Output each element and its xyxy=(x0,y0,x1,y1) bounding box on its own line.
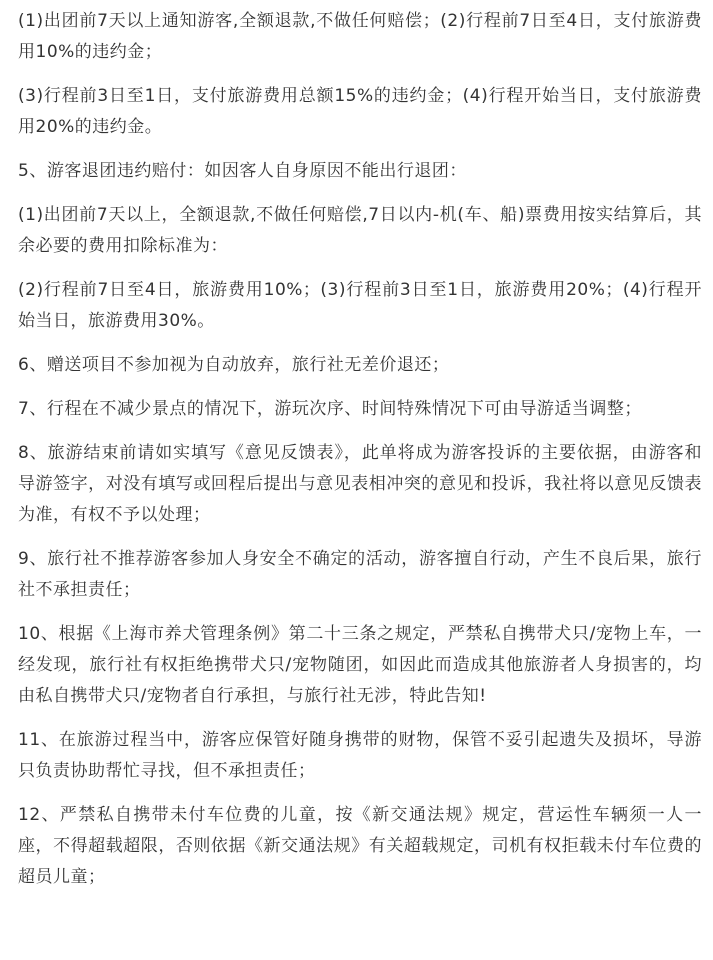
paragraph-item-7: 7、行程在不减少景点的情况下，游玩次序、时间特殊情况下可由导游适当调整； xyxy=(18,399,642,419)
paragraph-item-5-clause-2-4: (2)行程前7日至4日，旅游费用10%；(3)行程前3日至1日，旅游费用20%；(4)行程开始当日，旅游费用30%。 xyxy=(18,280,702,331)
paragraph-item-5-clause-1: (1)出团前7天以上，全额退款,不做任何赔偿,7日以内-机(车、船)票费用按实结算后，其余必要的费用扣除标准为： xyxy=(18,205,702,256)
paragraph-item-11: 11、在旅游过程当中，游客应保管好随身携带的财物，保管不妥引起遗失及损坏，导游只负责协助帮忙寻找，但不承担责任； xyxy=(18,730,702,781)
paragraph-item-5-heading: 5、游客退团违约赔付：如因客人自身原因不能出行退团： xyxy=(18,161,467,181)
paragraph-refund-tiers-part2: (3)行程前3日至1日，支付旅游费用总额15%的违约金；(4)行程开始当日，支付旅游费用20%的违约金。 xyxy=(18,86,702,137)
paragraph-item-12: 12、严禁私自携带未付车位费的儿童，按《新交通法规》规定，营运性车辆须一人一座，不得超载超限，否则依据《新交通法规》有关超载规定，司机有权拒载未付车位费的超员儿童； xyxy=(18,805,702,887)
paragraph-item-6: 6、赠送项目不参加视为自动放弃，旅行社无差价退还； xyxy=(18,355,450,375)
paragraph-item-10: 10、根据《上海市养犬管理条例》第二十三条之规定，严禁私自携带犬只/宠物上车，一经发现，旅行社有权拒绝携带犬只/宠物随团，如因此而造成其他旅游者人身损害的，均由私自携带犬只/宠物者自行承担，与旅行社无涉，特此告知! xyxy=(18,624,702,706)
paragraph-item-9: 9、旅行社不推荐游客参加人身安全不确定的活动，游客擅自行动，产生不良后果，旅行社不承担责任； xyxy=(18,549,702,600)
paragraph-refund-tiers-part1: (1)出团前7天以上通知游客,全额退款,不做任何赔偿；(2)行程前7日至4日，支付旅游费用10%的违约金； xyxy=(18,11,702,62)
paragraph-item-8: 8、旅游结束前请如实填写《意见反馈表》，此单将成为游客投诉的主要依据，由游客和导游签字，对没有填写或回程后提出与意见表相冲突的意见和投诉，我社将以意见反馈表为准，有权不予以处理； xyxy=(18,443,702,525)
